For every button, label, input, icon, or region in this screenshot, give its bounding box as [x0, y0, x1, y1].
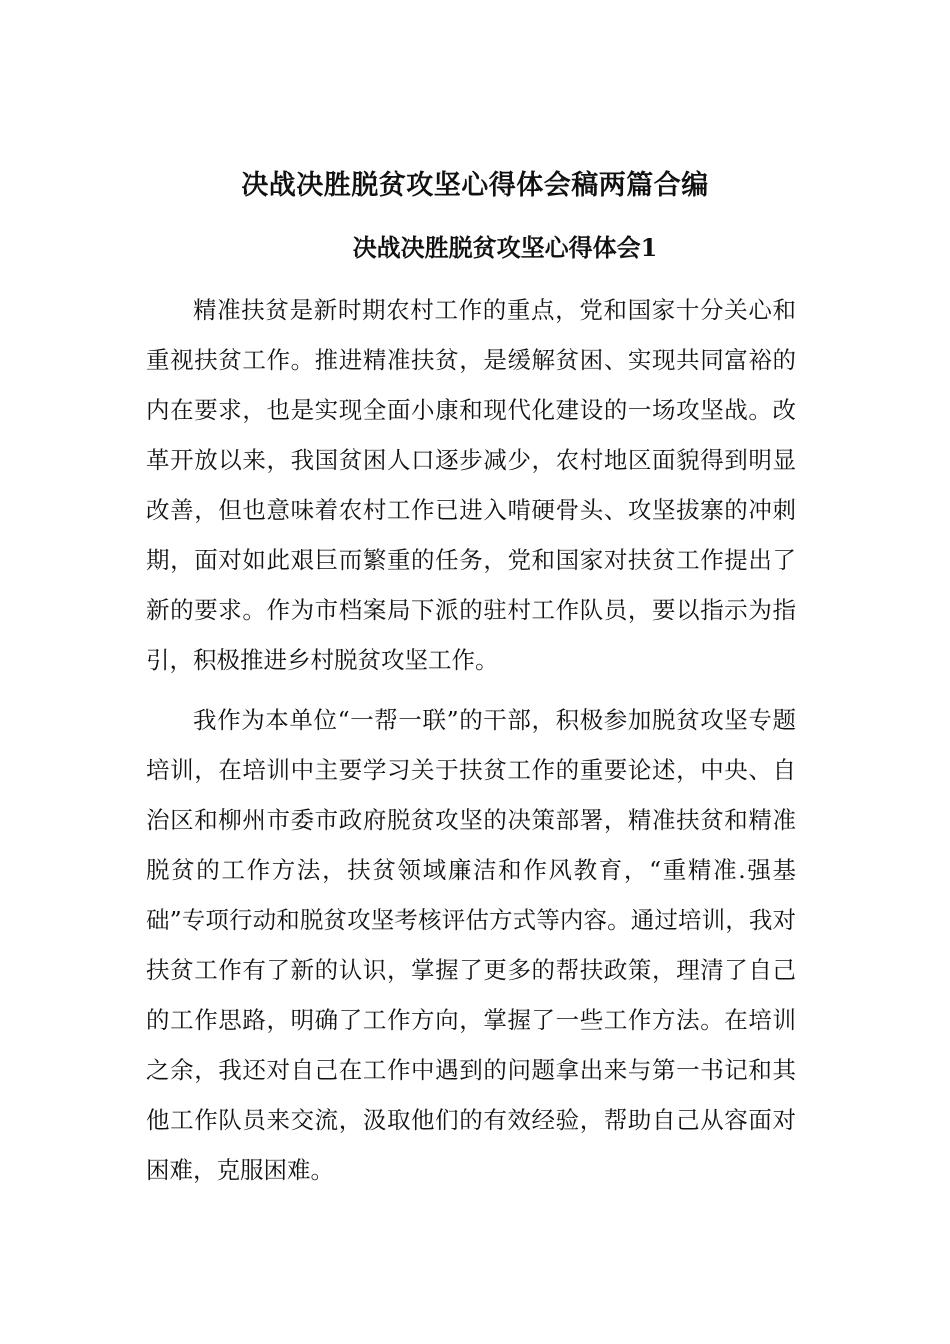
section-title: 决战决胜脱贫攻坚心得体会1 — [352, 233, 658, 262]
body-paragraph-1: 精准扶贫是新时期农村工作的重点，党和国家十分关心和重视扶贫工作。推进精准扶贫，是缓解贫困、实现共同富裕的内在要求，也是实现全面小康和现代化建设的一场攻坚战。改革开放以来，我国贫困人口逐步减少，农村地区面貌得到明显改善，但也意味着农村工作已进入啃硬骨头、攻坚拔寨的冲刺期，面对如此艰巨而繁重的任务，党和国家对扶贫工作提出了新的要求。作为市档案局下派的驻村工作队员，要以指示为指引，积极推进乡村脱贫攻坚工作。 — [146, 296, 796, 674]
document-title: 决战决胜脱贫攻坚心得体会稿两篇合编 — [241, 170, 709, 201]
body-paragraph-2: 我作为本单位“一帮一联”的干部，积极参加脱贫攻坚专题培训，在培训中主要学习关于扶贫工作的重要论述，中央、自治区和柳州市委市政府脱贫攻坚的决策部署，精准扶贫和精准脱贫的工作方法，扶贫领域廉洁和作风教育，“重精准.强基础”专项行动和脱贫攻坚考核评估方式等内容。通过培训，我对扶贫工作有了新的认识，掌握了更多的帮扶政策，理清了自己的工作思路，明确了工作方向，掌握了一些工作方法。在培训之余，我还对自己在工作中遇到的问题拿出来与第一书记和其他工作队员来交流，汲取他们的有效经验，帮助自己从容面对困难，克服困难。 — [146, 706, 796, 1184]
